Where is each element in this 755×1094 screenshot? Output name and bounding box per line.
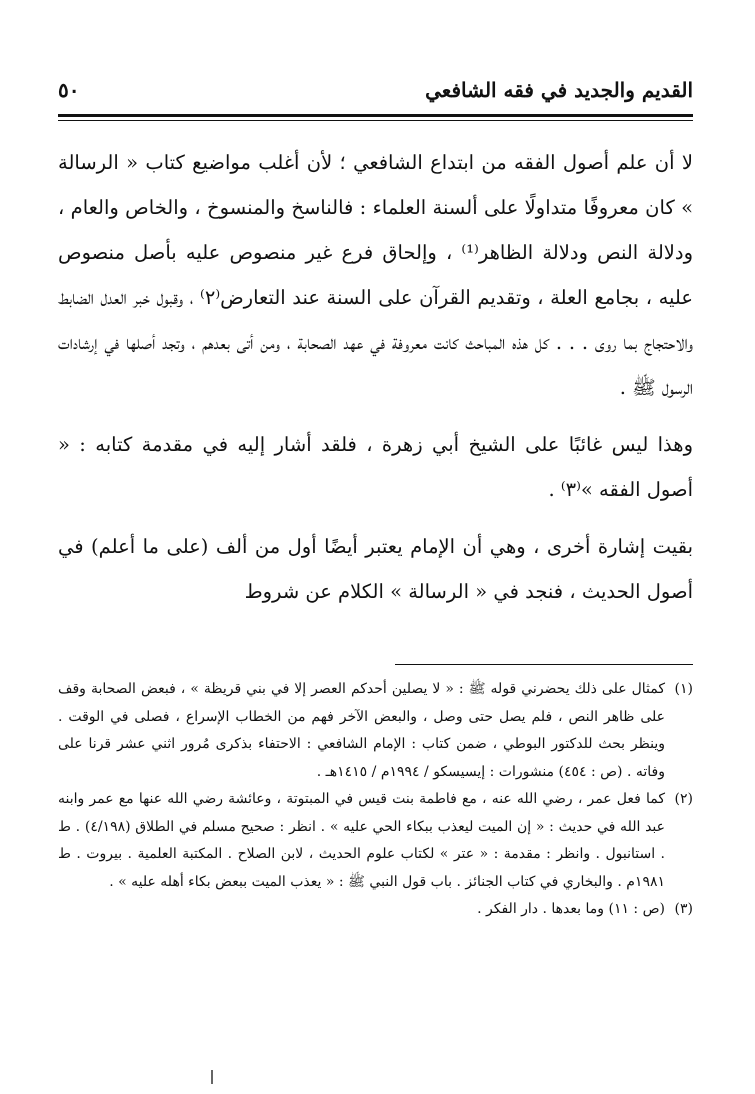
main-text xyxy=(58,140,693,614)
body-paragraph: لا أن علم أصول الفقه من ابتداع الشافعي ؛ لأن أغلب مواضيع كتاب « الرسالة » كان معروفًا متداولًا على ألسنة العلماء : فالناسخ والمنسوخ ، والخاص والعام ، ودلالة النص ودلالة الظاهر⁽¹⁾ ، وإلحاق فرع غير منصوص عليه بأصل منصوص عليه ، بجامع العلة ، وتقديم القرآن على السنة عند التعارض⁽٢⁾ ، وقبول خبر العدل الضابط والاحتجاج بما روى . . . كل هذه المباحث كانت معروفة في عهد الصحابة ، ومن أتى بعدهم ، وتجد أصلها في إرشادات الرسول ﷺ . xyxy=(58,151,693,399)
scan-speck xyxy=(211,1070,213,1084)
footnote xyxy=(58,896,693,924)
footnote-number: (٣) xyxy=(674,901,693,917)
page-number: ٥٠ xyxy=(58,78,80,102)
footnotes xyxy=(58,676,693,924)
footnote-text: (ص : ١١) وما بعدها . دار الفكر . xyxy=(477,901,665,917)
footnote-number: (٢) xyxy=(674,791,693,807)
footnote-separator xyxy=(395,664,693,665)
footnote-text: كما فعل عمر ، رضي الله عنه ، مع فاطمة بنت قيس في المبتوتة ، وعائشة رضي الله عنها مع عمر وابنه عبد الله في حديث : « إن الميت ليعذب ببكاء الحي عليه » . انظر : صحيح مسلم في الطلاق (٤/١٩٨) . ط . استانبول . وانظر : مقدمة : « عتر » لكتاب علوم الحديث ، لابن الصلاح . المكتبة العلمية . بيروت . ط ١٩٨١م . والبخاري في كتاب الجنائز . باب قول النبي ﷺ : « يعذب الميت ببعض بكاء أهله عليه » . xyxy=(58,791,666,890)
header-rule-thin xyxy=(58,120,693,121)
footnote-text: كمثال على ذلك يحضرني قوله ﷺ : « لا يصلين أحدكم العصر إلا في بني قريظة » ، فبعض الصحابة وقف على ظاهر النص ، فلم يصل حتى وصل ، والبعض الآخر فهم من الخطاب الإسراع ، فصلى في الوقت . وينظر بحث للدكتور البوطي ، ضمن كتاب : الإمام الشافعي : الاحتفاء بذكرى مُرور اثني عشر قرنا على وفاته . (ص : ٤٥٤) منشورات : إيسيسكو / ١٩٩٤م / ١٤١٥هـ . xyxy=(58,681,665,780)
footnote-number: (١) xyxy=(674,681,693,697)
page-header xyxy=(58,72,693,112)
footnote xyxy=(58,786,693,896)
body-paragraph: بقيت إشارة أخرى ، وهي أن الإمام يعتبر أيضًا أول من ألف (على ما أعلم) في أصول الحديث ، فنجد في « الرسالة » الكلام عن شروط xyxy=(58,535,693,603)
footnote xyxy=(58,676,693,786)
header-rule-thick xyxy=(58,114,693,117)
body-paragraph: وهذا ليس غائبًا على الشيخ أبي زهرة ، فلقد أشار إليه في مقدمة كتابه : « أصول الفقه »⁽٣⁾ . xyxy=(58,433,693,501)
running-title: القديم والجديد في فقه الشافعي xyxy=(425,78,693,102)
